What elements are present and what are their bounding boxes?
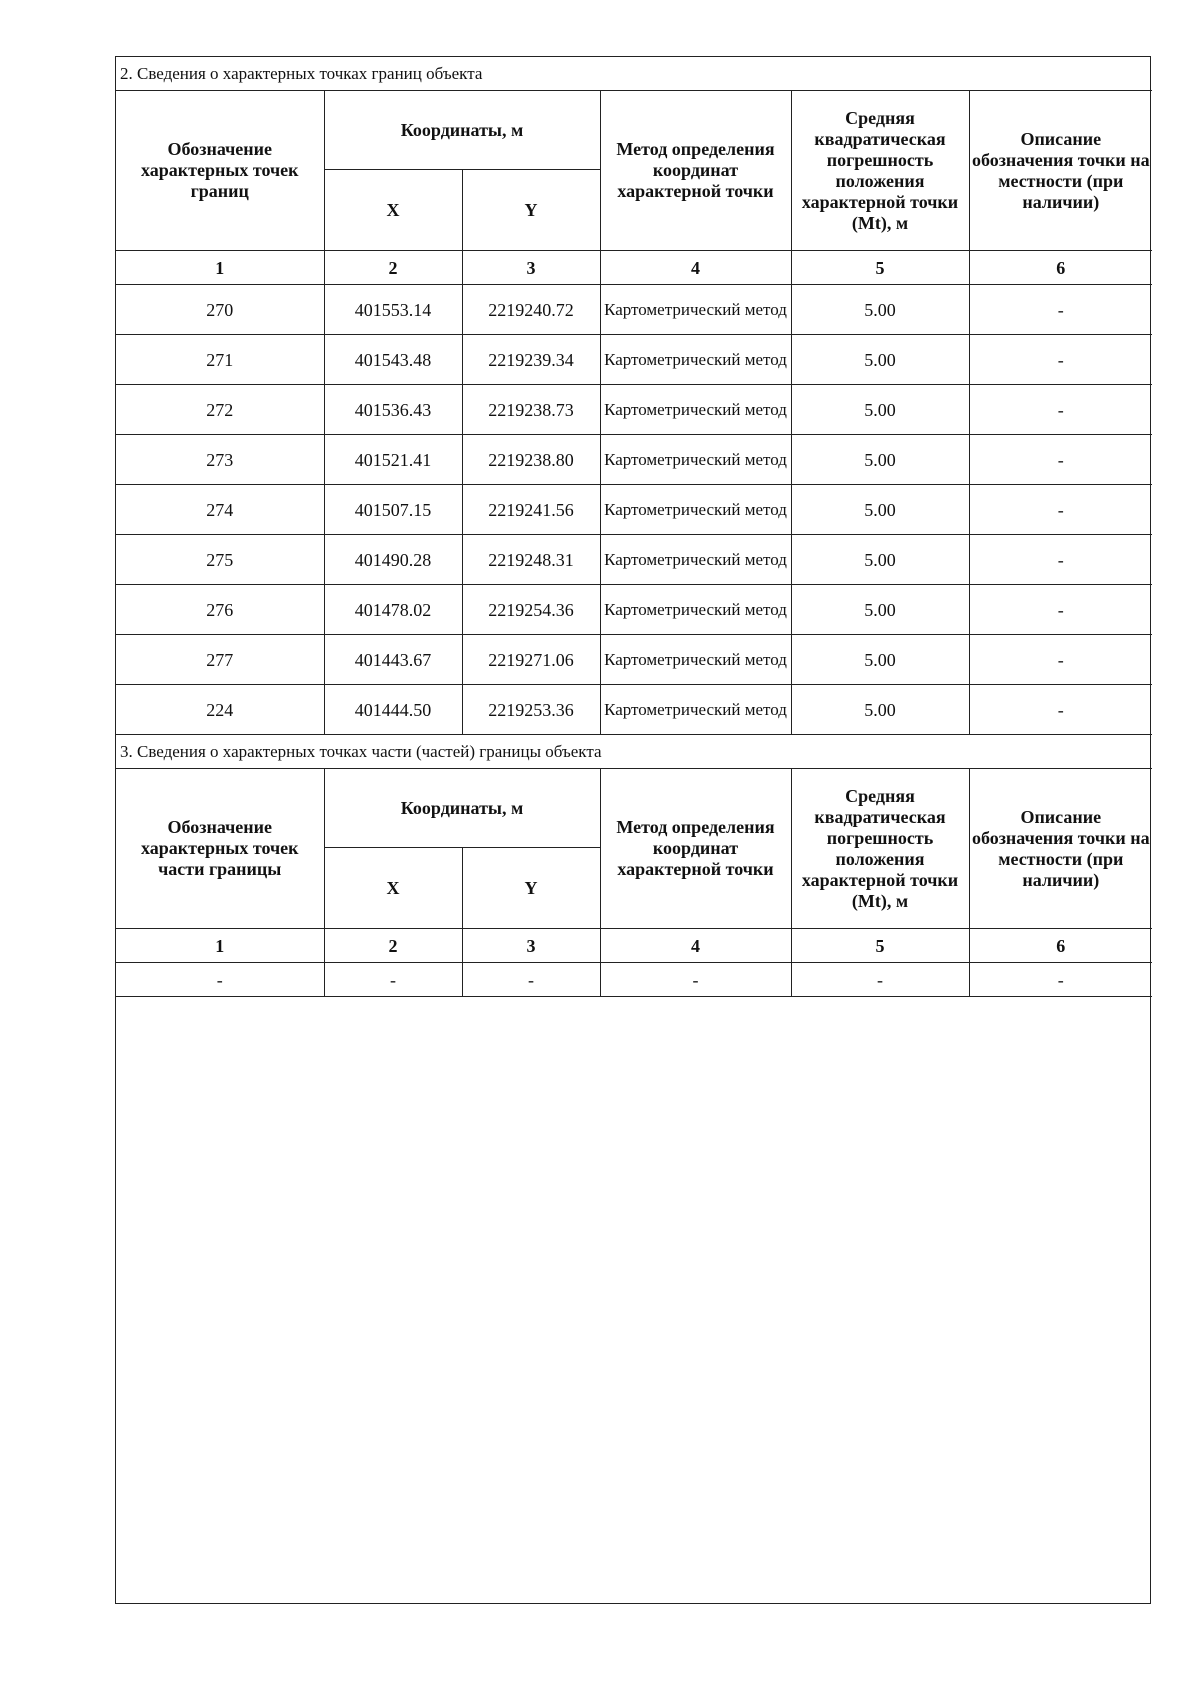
column-number: 1 — [116, 251, 324, 285]
method: Картометрический метод — [600, 335, 791, 385]
table-row — [116, 585, 1152, 635]
description: - — [969, 335, 1152, 385]
section3-title-row — [116, 735, 1152, 769]
point-id: 274 — [116, 485, 324, 535]
description: - — [969, 285, 1152, 335]
coord-y: 2219238.73 — [462, 385, 600, 435]
column-number: 2 — [324, 929, 462, 963]
section3-header-row — [116, 769, 1152, 848]
column-number: 3 — [462, 251, 600, 285]
header-description: Описание обозначения точки на местности (при наличии) — [969, 769, 1152, 929]
point-id: 273 — [116, 435, 324, 485]
coord-x: 401553.14 — [324, 285, 462, 335]
point-id: 271 — [116, 335, 324, 385]
coord-x: 401490.28 — [324, 535, 462, 585]
point-id: 277 — [116, 635, 324, 685]
description: - — [969, 535, 1152, 585]
coord-x: 401507.15 — [324, 485, 462, 535]
coord-y: 2219240.72 — [462, 285, 600, 335]
point-id: 272 — [116, 385, 324, 435]
coord-y: - — [462, 963, 600, 997]
description: - — [969, 963, 1152, 997]
points-table — [116, 57, 1152, 997]
point-id: 275 — [116, 535, 324, 585]
column-number: 4 — [600, 251, 791, 285]
description: - — [969, 585, 1152, 635]
table-row — [116, 635, 1152, 685]
section3-title: 3. Сведения о характерных точках части (частей) границы объекта — [116, 735, 1152, 769]
coord-x: 401443.67 — [324, 635, 462, 685]
section2-header-row — [116, 91, 1152, 170]
coord-y: 2219248.31 — [462, 535, 600, 585]
point-id: - — [116, 963, 324, 997]
mean-error: 5.00 — [791, 685, 969, 735]
coord-y: 2219238.80 — [462, 435, 600, 485]
table-row — [116, 685, 1152, 735]
points-table-body — [116, 57, 1152, 997]
section3-column-numbers-row — [116, 929, 1152, 963]
description: - — [969, 635, 1152, 685]
mean-error: 5.00 — [791, 335, 969, 385]
coord-y: 2219241.56 — [462, 485, 600, 535]
method: Картометрический метод — [600, 435, 791, 485]
header-x: X — [324, 170, 462, 251]
table-row — [116, 435, 1152, 485]
header-coordinates: Координаты, м — [324, 91, 600, 170]
mean-error: 5.00 — [791, 385, 969, 435]
header-coordinates: Координаты, м — [324, 769, 600, 848]
section2-title: 2. Сведения о характерных точках границ объекта — [116, 57, 1152, 91]
mean-error: - — [791, 963, 969, 997]
description: - — [969, 485, 1152, 535]
table-row — [116, 963, 1152, 997]
coord-y: 2219253.36 — [462, 685, 600, 735]
point-id: 276 — [116, 585, 324, 635]
coord-y: 2219271.06 — [462, 635, 600, 685]
coord-x: 401478.02 — [324, 585, 462, 635]
header-method: Метод определения координат характерной точки — [600, 91, 791, 251]
header-y: Y — [462, 848, 600, 929]
header-mean-error: Средняя квадратическая погрешность положения характерной точки (Mt), м — [791, 769, 969, 929]
mean-error: 5.00 — [791, 435, 969, 485]
mean-error: 5.00 — [791, 635, 969, 685]
column-number: 5 — [791, 251, 969, 285]
column-number: 6 — [969, 929, 1152, 963]
method: - — [600, 963, 791, 997]
point-id: 270 — [116, 285, 324, 335]
mean-error: 5.00 — [791, 585, 969, 635]
mean-error: 5.00 — [791, 285, 969, 335]
mean-error: 5.00 — [791, 535, 969, 585]
column-number: 1 — [116, 929, 324, 963]
column-number: 2 — [324, 251, 462, 285]
method: Картометрический метод — [600, 585, 791, 635]
method: Картометрический метод — [600, 685, 791, 735]
table-row — [116, 385, 1152, 435]
method: Картометрический метод — [600, 635, 791, 685]
table-row — [116, 535, 1152, 585]
coord-x: 401521.41 — [324, 435, 462, 485]
header-point-designation: Обозначение характерных точек границ — [116, 91, 324, 251]
document-sheet — [115, 56, 1151, 1604]
mean-error: 5.00 — [791, 485, 969, 535]
header-method: Метод определения координат характерной точки — [600, 769, 791, 929]
header-description: Описание обозначения точки на местности (при наличии) — [969, 91, 1152, 251]
method: Картометрический метод — [600, 285, 791, 335]
header-x: X — [324, 848, 462, 929]
coord-y: 2219254.36 — [462, 585, 600, 635]
header-point-designation: Обозначение характерных точек части границы — [116, 769, 324, 929]
column-number: 3 — [462, 929, 600, 963]
section2-title-row — [116, 57, 1152, 91]
description: - — [969, 385, 1152, 435]
table-row — [116, 485, 1152, 535]
coord-x: 401444.50 — [324, 685, 462, 735]
description: - — [969, 435, 1152, 485]
method: Картометрический метод — [600, 485, 791, 535]
point-id: 224 — [116, 685, 324, 735]
column-number: 4 — [600, 929, 791, 963]
section2-column-numbers-row — [116, 251, 1152, 285]
coord-y: 2219239.34 — [462, 335, 600, 385]
column-number: 5 — [791, 929, 969, 963]
header-y: Y — [462, 170, 600, 251]
header-mean-error: Средняя квадратическая погрешность положения характерной точки (Mt), м — [791, 91, 969, 251]
table-row — [116, 285, 1152, 335]
description: - — [969, 685, 1152, 735]
method: Картометрический метод — [600, 535, 791, 585]
coord-x: - — [324, 963, 462, 997]
coord-x: 401536.43 — [324, 385, 462, 435]
column-number: 6 — [969, 251, 1152, 285]
coord-x: 401543.48 — [324, 335, 462, 385]
table-row — [116, 335, 1152, 385]
method: Картометрический метод — [600, 385, 791, 435]
